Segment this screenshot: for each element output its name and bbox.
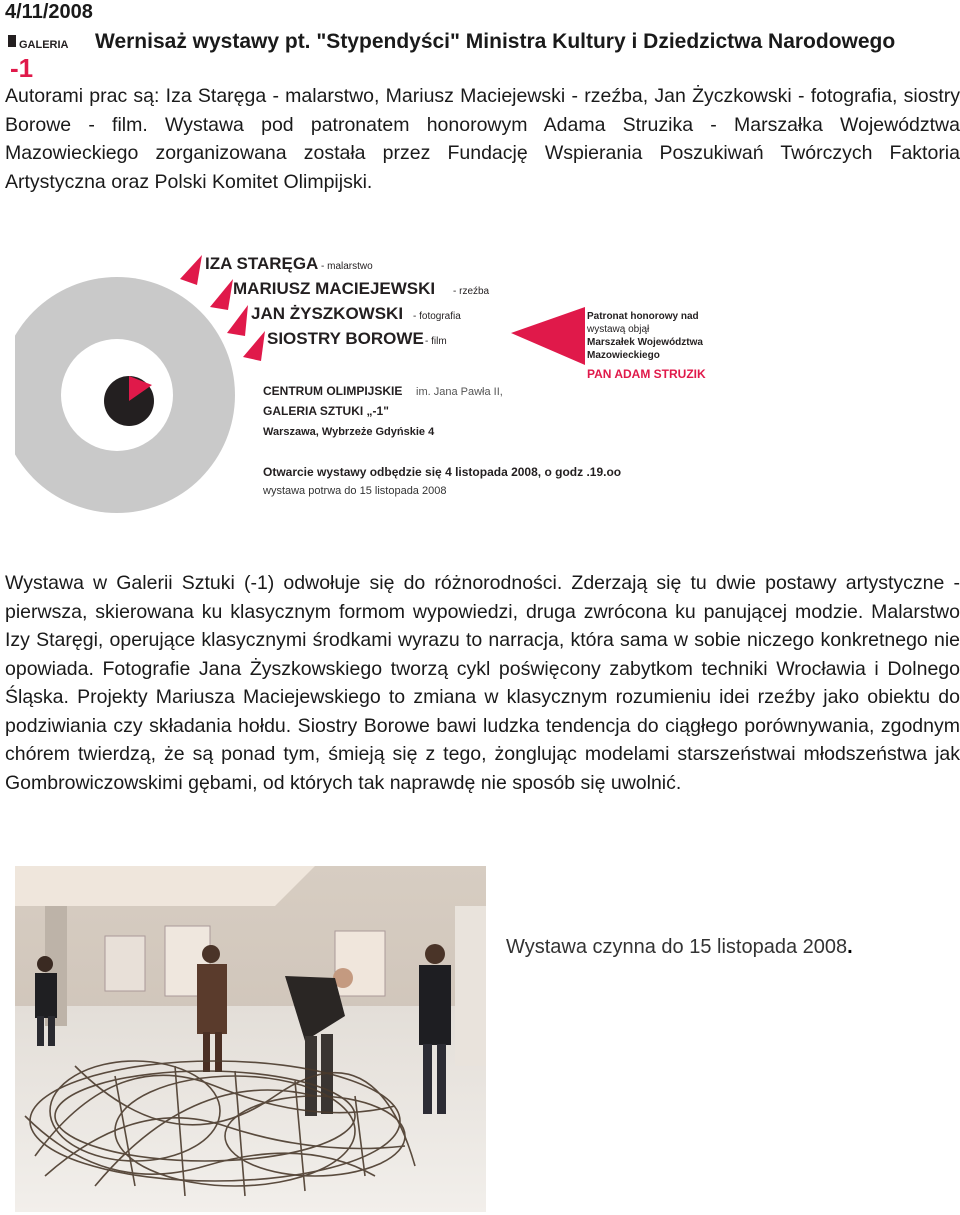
galeria-logo <box>5 33 77 81</box>
artist-name-4: SIOSTRY BOROWE <box>267 329 424 348</box>
gallery-floor <box>15 1006 486 1212</box>
red-triangle-3 <box>227 305 248 336</box>
logo-text: GALERIA <box>19 39 69 51</box>
patron-line-2: wystawą objął <box>587 324 650 335</box>
logo-mark <box>8 35 16 47</box>
gallery-name: GALERIA SZTUKI „-1" <box>263 404 389 418</box>
closing-period: . <box>847 936 853 958</box>
red-triangle-1 <box>180 255 202 285</box>
red-triangle-2 <box>210 279 233 310</box>
post-title: Wernisaż wystawy pt. "Stypendyści" Ministra Kultury i Dziedzictwa Narodowego <box>95 30 896 53</box>
logo-number: -1 <box>10 53 34 81</box>
red-triangle-4 <box>243 331 265 361</box>
artist-role-1: - malarstwo <box>321 261 373 272</box>
body-paragraph: Wystawa w Galerii Sztuki (-1) odwołuje się do różnorodności. Zderzają się tu dwie postawy artystyczne - pierwsza, skierowana ku klasycznym formom wypowiedzi, druga zwrócona ku panującej modzie. Malarstwo Izy Staręgi, operujące klasycznymi środkami wyrazu to narracja, która sama w sobie niczego konkretnego nie opowiada. Fotografie Jana Żyszkowskiego tworzą cykl poświęcony zabytkom techniki Wrocławia i Dolnego Śląska. Projekty Mariusza Maciejewskiego to zmiana w klasycznym rozumieniu idei rzeźby jako obiektu do podziwiania czy składania hołdu. Siostry Borowe bawi ludzka tendencja do ciągłego porównywania, zgodnym chórem twierdzą, że są ponad tym, śmieją się z tego, żonglując modelami starszeństwai młodszeństwa jak Gombrowiczowskimi gębami, od których tak naprawdę nie sposób się uwolnić. <box>5 572 960 794</box>
duration-info: wystawa potrwa do 15 listopada 2008 <box>263 485 447 497</box>
artist-role-2: - rzeźba <box>453 286 490 297</box>
exhibition-photo <box>15 866 486 1212</box>
venue-suffix: im. Jana Pawła II, <box>416 386 503 398</box>
patron-line-3: Marszałek Województwa <box>587 337 703 348</box>
ceiling <box>15 866 315 906</box>
patron-arrow <box>511 307 585 365</box>
exhibition-poster <box>15 235 735 535</box>
artist-role-3: - fotografia <box>413 311 461 322</box>
venue-name: CENTRUM OLIMPIJSKIE <box>263 384 403 398</box>
post-date: 4/11/2008 <box>5 1 93 23</box>
artist-name-2: MARIUSZ MACIEJEWSKI <box>233 279 436 298</box>
artist-name-3: JAN ŻYSZKOWSKI <box>251 304 404 323</box>
artist-role-4: - film <box>425 336 447 347</box>
opening-info: Otwarcie wystawy odbędzie się 4 listopada 2008, o godz .19.oo <box>263 465 622 479</box>
patron-name: PAN ADAM STRUZIK <box>587 367 706 381</box>
artwork-frame-1 <box>105 936 145 991</box>
patron-line-1: Patronat honorowy nad <box>587 311 699 322</box>
patron-line-4: Mazowieckiego <box>587 350 660 361</box>
wall-panel <box>455 906 486 1066</box>
venue-address: Warszawa, Wybrzeże Gdyńskie 4 <box>263 426 435 438</box>
closing-text: Wystawa czynna do 15 listopada 2008 <box>506 936 848 958</box>
intro-paragraph: Autorami prac są: Iza Staręga - malarstwo, Mariusz Maciejewski - rzeźba, Jan Życzkowski - fotografia, siostry Borowe - film. Wystawa pod patronatem honorowym Adama Struzika - Marszałka Województwa Mazowieckiego zorganizowana została przez Fundację Wspierania Poszukiwań Twórczych Faktoria Artystyczna oraz Polski Komitet Olimpijski. <box>5 85 960 193</box>
artist-name-1: IZA STARĘGA <box>205 254 319 273</box>
closing-note <box>506 936 853 959</box>
